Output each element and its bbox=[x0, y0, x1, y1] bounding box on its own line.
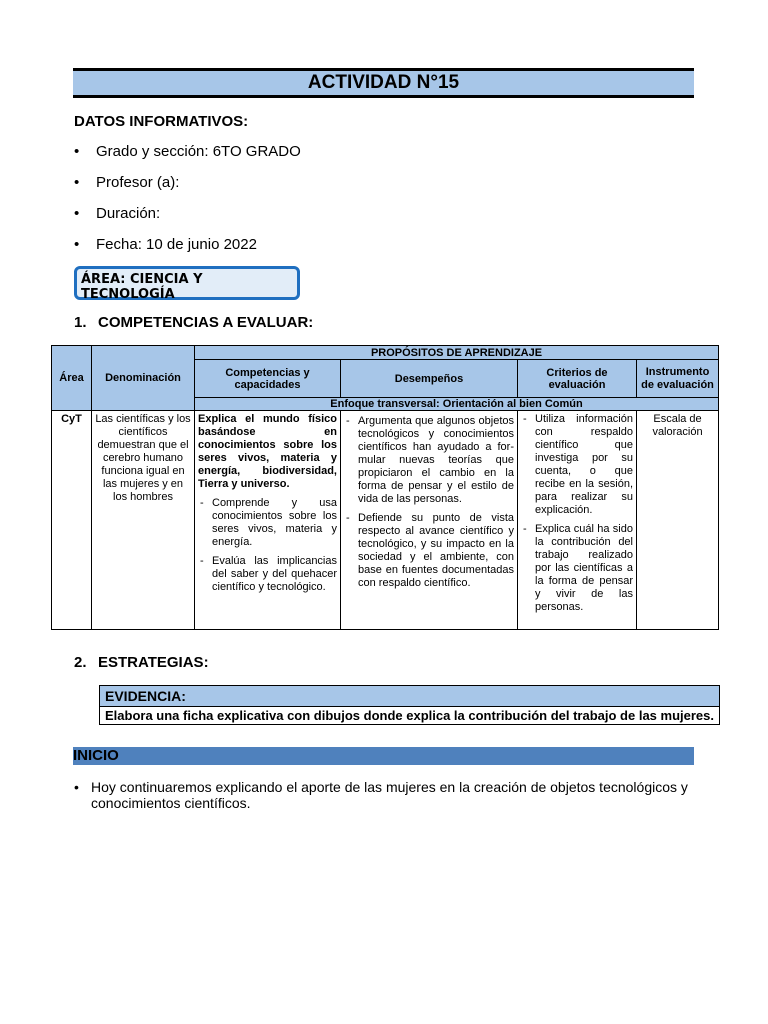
list-item: - Argumenta que algunos objetos tecnológicos y conocimientos científicos han ayudado a for-mular nuevas teorías que propiciaron el cambio en la forma de pensar y el estilo de vida de las personas. bbox=[346, 415, 514, 505]
inicio-heading: INICIO bbox=[73, 747, 694, 765]
bullet-icon: • bbox=[74, 236, 80, 253]
header-denominacion: Denominación bbox=[92, 346, 195, 411]
bullet-icon: • bbox=[74, 174, 80, 191]
evidencia-label: EVIDENCIA: bbox=[100, 686, 719, 707]
list-item: - Comprende y usa conocimientos sobre los seres vivos, materia y energía. bbox=[200, 497, 337, 548]
header-area: Área bbox=[52, 346, 92, 411]
bullet-icon: • bbox=[74, 205, 80, 222]
datos-heading: DATOS INFORMATIVOS: bbox=[74, 113, 249, 130]
page-title: ACTIVIDAD N°15 bbox=[73, 68, 694, 98]
inicio-paragraph: • Hoy continuaremos explicando el aporte de las mujeres en la creación de objetos tecnológicos y conocimientos científicos. bbox=[74, 779, 688, 811]
header-instrumento: Instrumento de evaluación bbox=[637, 360, 719, 398]
list-item: - Utiliza información con respaldo científico que investiga por su cuenta, o que recibe en la sesión, para realizar su explicación. bbox=[523, 413, 633, 516]
list-item: • Profesor (a): bbox=[74, 174, 180, 191]
list-item: - Evalúa las implicancias del saber y del quehacer científico y tecnológico. bbox=[200, 555, 337, 593]
section-estrategias-heading: 2. ESTRATEGIAS: bbox=[74, 654, 209, 671]
datos-list bbox=[74, 143, 301, 267]
list-item: • Duración: bbox=[74, 205, 161, 222]
header-competencias: Competencias y capacidades bbox=[195, 360, 341, 398]
list-item: • Grado y sección: 6TO GRADO bbox=[74, 143, 301, 160]
competencias-table bbox=[51, 345, 719, 630]
bullet-icon: • bbox=[74, 779, 79, 795]
cell-competencias bbox=[195, 411, 341, 630]
desempenos-list bbox=[344, 415, 514, 590]
evidencia-box bbox=[99, 685, 720, 725]
section-competencias-heading: 1. COMPETENCIAS A EVALUAR: bbox=[74, 314, 314, 331]
header-criterios: Criterios de evaluación bbox=[518, 360, 637, 398]
bullet-icon: • bbox=[74, 143, 80, 160]
capacidades-list bbox=[198, 497, 337, 594]
competencia-text: Explica el mundo físico basándose en conocimientos sobre los seres vivos, materia y energía, biodiversidad, Tierra y universo. bbox=[198, 413, 337, 490]
header-desempenos: Desempeños bbox=[341, 360, 518, 398]
cell-denominacion: Las científicas y los científicos demuestran que el cerebro humano funciona igual en las mujeres y en los hombres bbox=[92, 411, 195, 630]
evidencia-text: Elabora una ficha explicativa con dibujos donde explica la contribución del trabajo de las mujeres. bbox=[105, 708, 714, 723]
criterios-list bbox=[521, 413, 633, 614]
cell-criterios bbox=[518, 411, 637, 630]
header-propositos: PROPÓSITOS DE APRENDIZAJE bbox=[195, 346, 719, 360]
list-item: - Explica cuál ha sido la contribución del trabajo realizado por las científicas a la forma de pensar y vivir de las personas. bbox=[523, 523, 633, 613]
area-label: ÁREA: CIENCIA Y TECNOLOGÍA bbox=[74, 266, 300, 300]
cell-instrumento: Escala de valoración bbox=[637, 411, 719, 630]
list-item: • Fecha: 10 de junio 2022 bbox=[74, 236, 257, 253]
enfoque-transversal: Enfoque transversal: Orientación al bien Común bbox=[195, 398, 719, 411]
list-item: - Defiende su punto de vista respecto al avance científico y tecnológico, y su impacto en la sociedad y el ambiente, con base en fuentes documentadas con respaldo científico. bbox=[346, 512, 514, 589]
cell-area: CyT bbox=[52, 411, 92, 630]
cell-desempenos bbox=[341, 411, 518, 630]
